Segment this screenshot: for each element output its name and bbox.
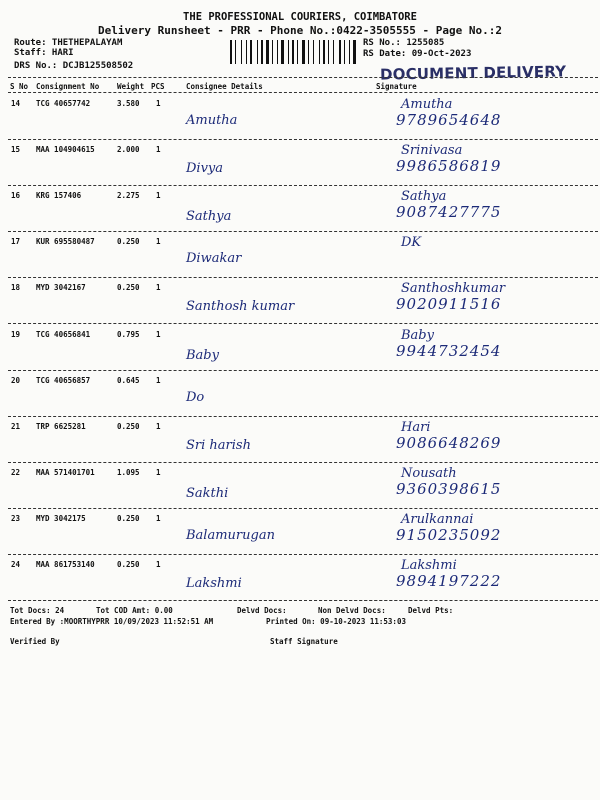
serial-number: 14 — [11, 99, 21, 108]
consignment-number: TCG 40657742 — [36, 99, 91, 108]
barcode-bar — [243, 40, 245, 64]
signature-phone: 9894197222 — [396, 572, 502, 590]
barcode-bar — [299, 40, 301, 64]
non-delivered-docs: Non Delvd Docs: — [318, 606, 386, 615]
barcode-bar — [290, 40, 291, 64]
barcode-bar — [270, 40, 271, 64]
entered-by: Entered By :MOORTHYPRR 10/09/2023 11:52:51 AM — [10, 617, 214, 626]
serial-number: 18 — [11, 283, 21, 293]
signature-name: Nousath — [401, 465, 457, 481]
consignment-number: MYD 3042175 — [36, 513, 86, 523]
serial-number: 15 — [11, 145, 21, 155]
table-row — [8, 95, 598, 141]
barcode-bar — [266, 40, 269, 64]
pieces-count: 1 — [156, 421, 161, 431]
route-label: Route: THETHEPALAYAM — [14, 38, 123, 48]
barcode-bar — [230, 40, 232, 64]
consignee-name: Sathya — [186, 209, 232, 225]
consignee-name: Baby — [186, 347, 219, 363]
signature-name: Srinivasa — [401, 143, 463, 159]
delivered-points: Delvd Pts: — [408, 606, 454, 615]
barcode-bar — [353, 40, 356, 64]
barcode-bar — [335, 40, 338, 64]
drs-number: DRS No.: DCJB125508502 — [14, 61, 134, 71]
consignee-name: Do — [186, 389, 205, 405]
consignment-number: KUR 695580487 — [36, 237, 95, 247]
signature-phone: 9086648269 — [396, 433, 502, 452]
consignment-number: MYD 3042167 — [36, 283, 86, 293]
col-consignment: Consignment No — [36, 82, 100, 91]
serial-number: 19 — [11, 329, 21, 339]
barcode-bar — [241, 40, 242, 64]
signature-phone: 9087427775 — [396, 203, 502, 222]
signature-phone: 9789654648 — [396, 111, 502, 129]
col-consignee: Consignee Details — [186, 82, 263, 91]
barcode-bar — [330, 40, 332, 64]
signature-name: Amutha — [401, 97, 453, 112]
pieces-count: 1 — [156, 329, 161, 339]
row-divider — [8, 462, 598, 463]
pieces-count: 1 — [156, 375, 161, 385]
serial-number: 21 — [11, 421, 21, 431]
col-sno: S No — [10, 82, 29, 91]
consignee-name: Sri harish — [186, 437, 251, 453]
staff-label: Staff: HARI — [14, 48, 74, 58]
table-row — [8, 326, 598, 372]
barcode-bar — [297, 40, 298, 64]
barcode-bar — [323, 40, 325, 64]
signature-name: DK — [401, 235, 422, 251]
weight-value: 0.250 — [117, 421, 140, 431]
barcode-bar — [257, 40, 258, 64]
serial-number: 17 — [11, 237, 21, 247]
barcode-bar — [349, 40, 350, 64]
barcode — [230, 40, 358, 64]
pieces-count: 1 — [156, 467, 161, 477]
row-divider — [8, 508, 598, 509]
rs-number: RS No.: 1255085 — [363, 38, 445, 48]
barcode-bar — [277, 40, 278, 64]
divider — [8, 600, 598, 601]
signature-name: Arulkannai — [401, 511, 474, 527]
barcode-bar — [310, 40, 312, 64]
table-row — [8, 372, 598, 418]
barcode-bar — [264, 40, 265, 64]
weight-value: 0.250 — [117, 560, 140, 569]
serial-number: 23 — [11, 513, 21, 523]
weight-value: 0.250 — [117, 283, 140, 293]
signature-phone: 9986586819 — [396, 157, 502, 176]
staff-signature-label: Staff Signature — [270, 637, 338, 646]
signature-name: Santhoshkumar — [401, 281, 506, 297]
signature-name: Hari — [401, 419, 431, 435]
barcode-bar — [288, 40, 289, 64]
serial-number: 22 — [11, 467, 21, 477]
barcode-bar — [333, 40, 334, 64]
document-delivery-stamp: DOCUMENT DELIVERY — [379, 62, 567, 84]
barcode-bar — [279, 40, 280, 64]
verified-by-label: Verified By — [10, 637, 60, 646]
weight-value: 3.580 — [117, 99, 140, 108]
serial-number: 16 — [11, 191, 21, 201]
total-docs: Tot Docs: 24 — [10, 606, 65, 615]
col-pcs: PCS — [151, 82, 165, 91]
consignee-name: Lakshmi — [186, 576, 242, 591]
consignee-name: Amutha — [186, 113, 238, 128]
barcode-bar — [261, 40, 263, 64]
signature-phone: 9150235092 — [396, 525, 502, 544]
pieces-count: 1 — [156, 513, 161, 523]
weight-value: 0.795 — [117, 329, 140, 339]
barcode-bar — [248, 40, 249, 64]
row-divider — [8, 370, 598, 371]
barcode-bar — [315, 40, 318, 64]
barcode-bar — [292, 40, 294, 64]
consignment-number: KRG 157406 — [36, 191, 82, 201]
barcode-bar — [295, 40, 296, 64]
consignee-name: Diwakar — [186, 251, 242, 267]
weight-value: 0.250 — [117, 513, 140, 523]
barcode-bar — [342, 40, 343, 64]
barcode-bar — [285, 40, 287, 64]
barcode-bar — [319, 40, 320, 64]
consignee-name: Divya — [186, 161, 224, 177]
rs-date: RS Date: 09-Oct-2023 — [363, 49, 472, 59]
signature-name: Sathya — [401, 189, 447, 205]
table-row — [8, 418, 598, 464]
table-row — [8, 510, 598, 556]
barcode-bar — [272, 40, 273, 64]
weight-value: 0.645 — [117, 375, 140, 385]
barcode-bar — [328, 40, 329, 64]
divider — [8, 77, 598, 78]
pieces-count: 1 — [156, 237, 161, 247]
barcode-bar — [237, 40, 240, 64]
printed-on: Printed On: 09-10-2023 11:53:03 — [266, 617, 406, 626]
barcode-bar — [253, 40, 256, 64]
consignee-name: Santhosh kumar — [186, 299, 295, 315]
pieces-count: 1 — [156, 145, 161, 155]
signature-name: Baby — [401, 327, 434, 343]
pieces-count: 1 — [156, 560, 161, 569]
runsheet-title: Delivery Runsheet - PRR - Phone No.:0422-3505555 - Page No.:2 — [98, 24, 502, 37]
serial-number: 24 — [11, 560, 21, 569]
row-divider — [8, 277, 598, 278]
barcode-bar — [339, 40, 341, 64]
barcode-bar — [302, 40, 305, 64]
barcode-bar — [250, 40, 252, 64]
col-signature: Signature — [376, 82, 417, 91]
barcode-bar — [357, 40, 358, 64]
signature-phone: 9944732454 — [396, 341, 502, 360]
weight-value: 2.275 — [117, 191, 140, 201]
barcode-bar — [259, 40, 260, 64]
signature-name: Lakshmi — [401, 558, 457, 573]
barcode-bar — [321, 40, 322, 64]
table-row — [8, 187, 598, 233]
signature-phone: 9020911516 — [396, 295, 502, 314]
row-divider — [8, 231, 598, 232]
consignment-number: MAA 861753140 — [36, 560, 95, 569]
weight-value: 2.000 — [117, 145, 140, 155]
consignment-number: MAA 571401701 — [36, 467, 95, 477]
weight-value: 0.250 — [117, 237, 140, 247]
total-cod-amount: Tot COD Amt: 0.00 — [96, 606, 173, 615]
table-row — [8, 464, 598, 510]
table-row — [8, 279, 598, 325]
row-divider — [8, 416, 598, 417]
barcode-bar — [281, 40, 284, 64]
consignee-name: Balamurugan — [186, 527, 275, 543]
barcode-bar — [351, 40, 352, 64]
barcode-bar — [274, 40, 276, 64]
barcode-bar — [326, 40, 327, 64]
pieces-count: 1 — [156, 99, 161, 108]
barcode-bar — [233, 40, 234, 64]
row-divider — [8, 185, 598, 186]
company-name: THE PROFESSIONAL COURIERS, COIMBATORE — [183, 11, 417, 23]
serial-number: 20 — [11, 375, 21, 385]
barcode-bar — [306, 40, 307, 64]
row-divider — [8, 554, 598, 555]
col-weight: Weight — [117, 82, 145, 91]
consignment-number: MAA 104904615 — [36, 145, 95, 155]
table-row — [8, 141, 598, 187]
consignment-number: TCG 40656841 — [36, 329, 91, 339]
consignee-name: Sakthi — [186, 485, 229, 501]
signature-phone: 9360398615 — [396, 479, 502, 498]
barcode-bar — [308, 40, 309, 64]
row-divider — [8, 139, 598, 140]
barcode-bar — [246, 40, 247, 64]
delivered-docs: Delvd Docs: — [237, 606, 287, 615]
table-row — [8, 556, 598, 602]
pieces-count: 1 — [156, 191, 161, 201]
barcode-bar — [235, 40, 236, 64]
barcode-bar — [313, 40, 314, 64]
barcode-bar — [344, 40, 345, 64]
row-divider — [8, 323, 598, 324]
consignment-number: TRP 6625281 — [36, 421, 86, 431]
divider — [8, 92, 598, 93]
barcode-bar — [346, 40, 348, 64]
pieces-count: 1 — [156, 283, 161, 293]
weight-value: 1.095 — [117, 467, 140, 477]
consignment-number: TCG 40656857 — [36, 375, 91, 385]
table-row — [8, 233, 598, 279]
